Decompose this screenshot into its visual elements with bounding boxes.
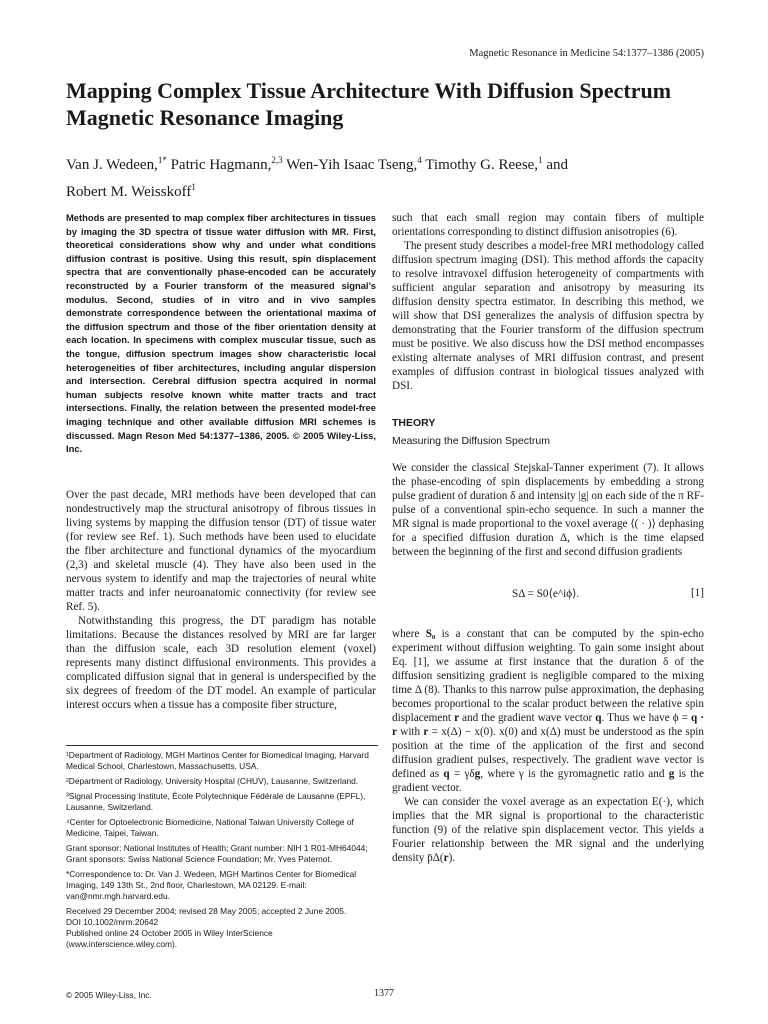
paragraph-expectation [392,795,704,865]
footnote-affiliation-1: ¹Department of Radiology, MGH Martinos Center for Biomedical Imaging, Harvard Medical School, Charlestown, Massachusetts, USA. [66,750,369,771]
symbol-q-dot-r: q · r [392,712,704,738]
copyright: © 2005 Wiley-Liss, Inc. [66,990,152,1000]
author-name: Patric Hagmann, [166,157,272,173]
text-run: , where γ is the gyromagnetic ratio and [480,768,669,780]
journal-citation: Magnetic Resonance in Medicine 54:1377–1386 (2005) [469,48,704,59]
footnote-grant: Grant sponsor: National Institutes of Health; Grant number: NIH 1 R01-MH64044; Grant sponsors: Swiss National Science Foundation; Mr. Yves Paternot. [66,843,368,864]
text-run: where [392,628,426,640]
author-name: Wen-Yih Isaac Tseng, [282,157,418,173]
text-run: = γδ [449,768,475,780]
article-title: Mapping Complex Tissue Architecture With Diffusion Spectrum Magnetic Resonance Imaging [66,78,672,130]
intro-paragraph-1: Over the past decade, MRI methods have been developed that can nondestructively map the structural anisotropy of fibrous tissues in living systems by mapping the diffusion tensor (DT) of tissue water (for review see Ref. 1). Such methods have been used to elucidate the fiber architecture and functional dynamics of the myocardium (2,3) and skeletal muscle (4). They have also been used in the nervous system to identify and map the trajectories of neural white matter tracts and infer neuroanatomic connectivity (for review see Ref. 5). [66,488,376,613]
footnote-affiliation-4: ⁴Center for Optoelectronic Biomedicine, National Taiwan University College of Medicine, Taipei, Taiwan. [66,817,354,838]
symbol-r: r [423,726,429,738]
affiliation-mark: 2,3 [271,155,283,165]
text-run: = x(Δ) − x(0). x(0) and x(Δ) must be understood as the spin position at the time of the application of the first and second diffusion gradient pulses, respectively. The gradient wave vector is defined as [392,726,704,780]
symbol-r: r [443,852,449,864]
footnote-divider [66,745,378,746]
page-number: 1377 [374,988,394,999]
author-name: Timothy G. Reese, [421,157,539,173]
footnote-doi: DOI 10.1002/mrm.20642 [66,917,159,927]
equation-number: [1] [690,587,704,599]
footnotes [66,745,378,950]
footnote-received: Received 29 December 2004; revised 28 May 2005; accepted 2 June 2005. [66,906,347,916]
symbol-g: g [474,768,481,780]
footnote-affiliation-3: ³Signal Processing Institute, École Polytechnique Fédérale de Lausanne (EPFL), Lausanne, Switzerland. [66,791,366,812]
affiliation-mark: 1 [191,182,196,192]
right-column [392,211,704,865]
text-run: is the gradient vector. [392,768,704,794]
text-run: . Thus we have ϕ = [601,712,691,724]
text-run: ). [448,852,456,864]
author-name: Robert M. Weisskoff [66,184,192,200]
subsection-heading: Measuring the Diffusion Spectrum [392,435,550,447]
text-run: We can consider the voxel average as an expectation E(·), which implies that the MR signal is proportional to the characteristic function (9) of the relative spin displacement vector. This yields a Fourier relationship between the MR signal and the underlying density p̄Δ( [392,796,704,864]
symbol-s0: S₀ [425,628,436,640]
abstract: Methods are presented to map complex fiber architectures in tissues by imaging the 3D spectra of tissue water diffusion with MR. First, theoretical considerations show why and under what conditions diffusion contrast is positive. Using this result, spin displacement spectra that are conventionally phase-encoded can be accurately reconstructed by a Fourier transform of the measured signal’s modulus. Second, studies of in vitro and in vivo samples demonstrate correspondence between the orientational maxima of the diffusion spectrum and those of the fiber orientation density at each location. In specimens with complex muscular tissue, such as the tongue, diffusion spectrum images show characteristic local heterogeneities of fiber architectures, including angular dispersion and intersection. Cerebral diffusion spectra acquired in normal human subjects resolve known white matter tracts and tract intersections. Finally, the relation between the presented model-free imaging technique and other available diffusion MRI schemes is discussed. Magn Reson Med 54:1377–1386, 2005. © 2005 Wiley-Liss, Inc. [66,212,376,455]
paragraph-continued: such that each small region may contain fibers of multiple orientations corresponding to distinct diffusion anisotropies (6). [392,212,704,238]
text-run: and the gradient wave vector [459,712,596,724]
author-name: Van J. Wedeen, [66,157,158,173]
symbol-r: r [454,712,460,724]
affiliation-mark: 1 [538,155,543,165]
intro-paragraph-2: Notwithstanding this progress, the DT paradigm has notable limitations. Because the distances resolved by MRI are far larger than the diffusion scale, each 3D resolution element (voxel) represents many distinct diffusional environments. This provides a complicated diffusion signal that in general is underspecified by the six degrees of freedom of the DT model. An example of particular interest occurs when a tissue has a composite fiber structure, [66,614,376,711]
equation-content: SΔ = S0⟨e^iϕ⟩. [512,588,580,600]
author-line-1 [66,149,706,176]
author-list [66,149,706,203]
equation-1 [392,587,704,601]
footnote-published: Published online 24 October 2005 in Wiley InterScience (www.interscience.wiley.com). [66,928,273,949]
text-run: with [396,726,424,738]
footnote-affiliation-2: ²Department of Radiology, University Hospital (CHUV), Lausanne, Switzerland. [66,776,359,786]
symbol-q: q [595,712,602,724]
symbol-g: g [668,768,675,780]
footnote-correspondence: *Correspondence to: Dr. Van J. Wedeen, MGH Martinos Center for Biomedical Imaging, 149 13th St., 2nd floor, Charlestown, MA 02129. E-mail: van@nmr.mgh.harvard.edu. [66,869,357,901]
paragraph-stejskal-tanner: We consider the classical Stejskal-Tanner experiment (7). It allows the phase-encoding of spin displacements by embedding a strong pulse gradient of duration δ and intensity |g| on each side of the π RF-pulse of a conventional spin-echo sequence. In such a manner the MR signal is made proportional to the voxel average ⟨( · )⟩ dephasing for a specified diffusion duration Δ, which is the time elapsed between the beginning of the first and second diffusion gradients [392,462,704,558]
paragraph-dsi: The present study describes a model-free MRI methodology called diffusion spectrum imaging (DSI). This method affords the capacity to resolve intravoxel diffusion heterogeneity of compartments with sufficient angular separation and anisotropy by measuring its diffusion density spectra estimator. In describing this method, we will show that DSI generalizes the analysis of diffusion spectra by demonstrating that the Fourier transform of the diffusion spectrum must be positive. We also discuss how the DSI method encompasses existing alternate analyses of MRI diffusion contrast, and present examples of diffusion contrast in biological tissues analyzed with DSI. [392,240,704,392]
left-column [66,211,376,712]
author-line-2 [66,176,706,203]
paragraph-narrow-pulse [392,627,704,795]
affiliation-mark: 1* [157,155,167,165]
symbol-q: q [443,768,450,780]
affiliation-mark: 4 [417,155,422,165]
author-conjunction: and [542,157,568,173]
section-heading: THEORY [392,417,436,429]
text-run: is a constant that can be computed by the spin-echo experiment without diffusion weighting. To gain some insight about Eq. [1], we assume at first instance that the duration δ of the diffusion sensitizing gradient is negligible compared to the mixing time Δ (8). Thanks to this narrow pulse approximation, the dephasing becomes proportional to the scalar product between the relative spin displacement [392,628,704,724]
